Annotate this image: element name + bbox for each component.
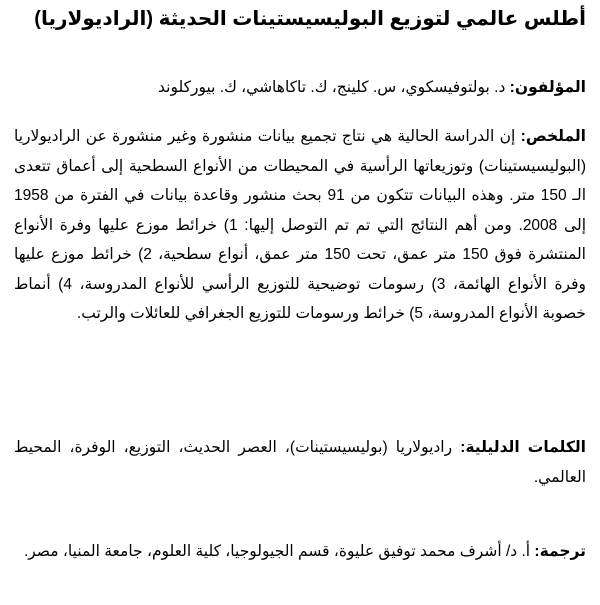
authors-label: المؤلفون: <box>509 79 586 96</box>
translation-text: أ. د/ أشرف محمد توفيق عليوة، قسم الجيولوجيا، كلية العلوم، جامعة المنيا، مصر. <box>23 543 531 560</box>
keywords-label: الكلمات الدليلية: <box>460 439 586 456</box>
translation-section <box>14 537 586 567</box>
authors-text: د. بولتوفيسكوي، س. كلينج، ك. تاكاهاشي، ك. بيوركلوند <box>158 79 506 96</box>
document-page <box>14 0 586 605</box>
abstract-text: إن الدراسة الحالية هي نتاج تجميع بيانات منشورة وغير منشورة عن الراديولاريا (البوليسيستينات) وتوزيعاتها الرأسية في المحيطات من الأنواع السطحية إلى أعماق تتعدى الـ 150 متر. وهذه البيانات تتكون من 91 بحث منشور وقاعدة بيانات في الفترة من 1958 إلى 2008. ومن أهم النتائج التي تم تم التوصل إليها: 1) خرائط موزع عليها وفرة الأنواع المنتشرة فوق 150 متر عمق، تحت 150 متر عمق، أنواع سطحية، 2) خرائط موزع عليها وفرة الأنواع الهائمة، 3) رسومات توضيحية للتوزيع الرأسي للأنواع المدروسة، 4) أنماط خصوبة الأنواع المدروسة، 5) خرائط ورسومات للتوزيع الجغرافي للعائلات والرتب. <box>14 128 587 322</box>
keywords-section <box>14 433 586 492</box>
authors-section <box>14 73 586 103</box>
document-title: أطلس عالمي لتوزيع البوليسيستينات الحديثة (الراديولاريا) <box>34 8 586 30</box>
translation-label: ترجمة: <box>534 543 586 560</box>
keywords-text: راديولاريا (بوليسيستينات)، العصر الحديث، التوزيع، الوفرة، المحيط العالمي. <box>14 439 586 486</box>
abstract-label: الملخص: <box>520 128 586 145</box>
abstract-section <box>14 122 586 329</box>
